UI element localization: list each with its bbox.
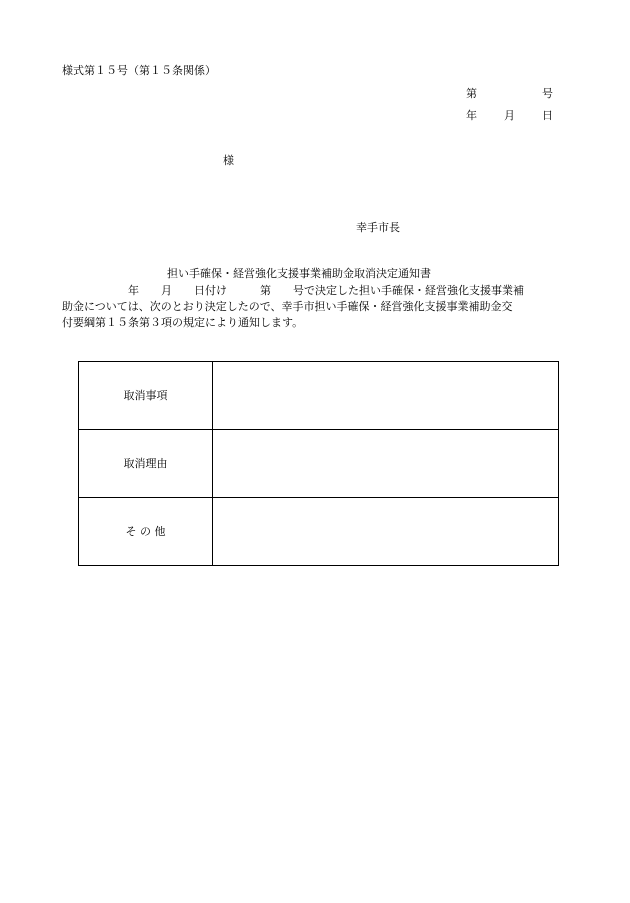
body-text-line-3: 付要綱第１５条第３項の規定により通知します。: [62, 316, 304, 329]
form-number: 様式第１５号（第１５条関係）: [62, 64, 216, 77]
date-year-label: 年: [466, 109, 477, 122]
cancellation-details-table: [78, 361, 559, 566]
recipient-honorific: 様: [223, 154, 234, 167]
row-value-cancellation-items: [213, 362, 559, 430]
document-title: 担い手確保・経営強化支援事業補助金取消決定通知書: [167, 267, 431, 280]
date-month-label: 月: [504, 109, 515, 122]
row-value-other: [213, 498, 559, 566]
table-row: [79, 430, 559, 498]
row-label-other: そ の 他: [79, 498, 213, 566]
doc-number-prefix: 第: [466, 87, 477, 100]
table-row: [79, 362, 559, 430]
sender-name: 幸手市長: [356, 221, 400, 234]
doc-number-suffix: 号: [542, 87, 553, 100]
row-value-cancellation-reason: [213, 430, 559, 498]
body-text-line-2: 助金については、次のとおり決定したので、幸手市担い手確保・経営強化支援事業補助金交: [62, 300, 513, 313]
date-day-label: 日: [542, 109, 553, 122]
row-label-cancellation-reason: 取消理由: [79, 430, 213, 498]
body-text-line-1: 年 月 日付け 第 号で決定した担い手確保・経営強化支援事業補: [62, 284, 524, 297]
row-label-cancellation-items: 取消事項: [79, 362, 213, 430]
table-row: [79, 498, 559, 566]
